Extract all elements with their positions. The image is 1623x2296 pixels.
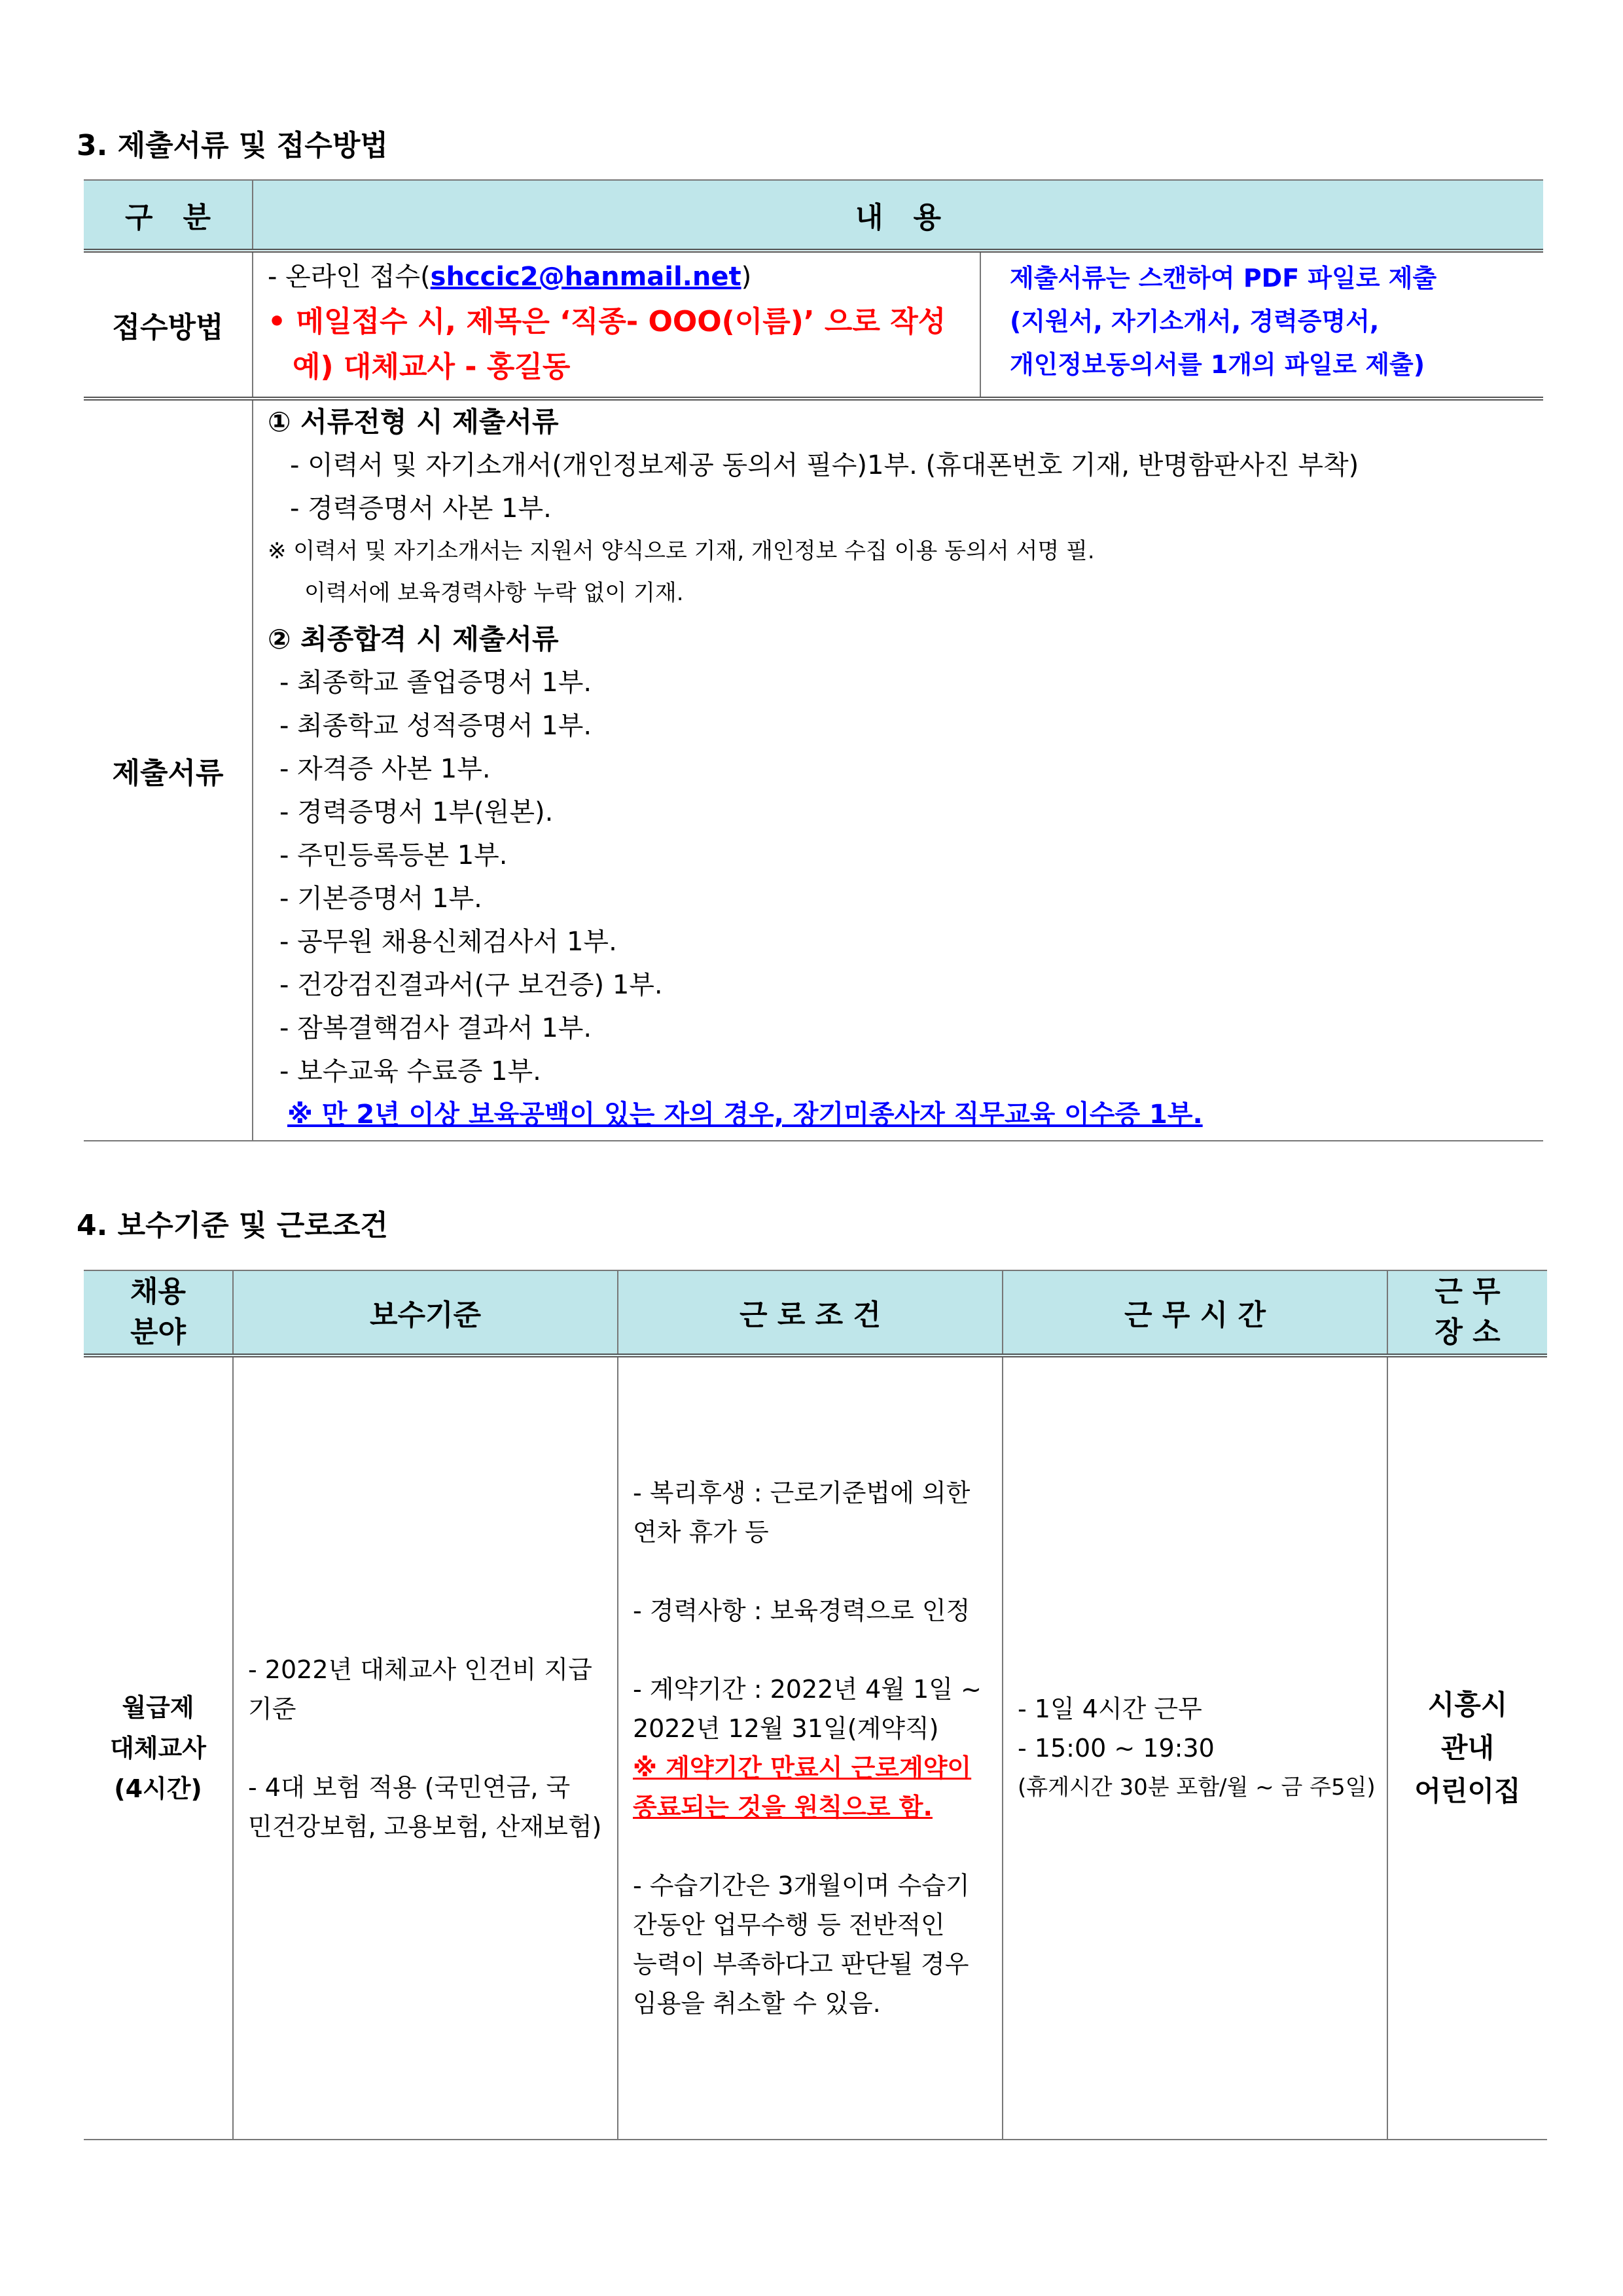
stage2-item: - 경력증명서 1부(원본). [279,797,554,827]
stage2-title: ② 최종합격 시 제출서류 [268,623,559,655]
method-note-line2: (지원서, 자기소개서, 경력증명서, [1010,307,1380,336]
stage2-item: - 보수교육 수료증 1부. [279,1056,541,1086]
header-hours: 근 무 시 간 [1003,1270,1387,1355]
conditions-cell: - 복리후생 : 근로기준법에 의한 연차 휴가 등 - 경력사항 : 보육경력으로 인정 - 계약기간 : 2022년 4월 1일 ~ 2022년 12월 31일(계약직) ※ 계약기간 만료시 근로계약이 종료되는 것을 원칙으로 함. - 수습기간은 3개월이며 수습기 간동안 업무수행 등 전반적인 능력이 부족하다고 판단될 경우 임용을 취소할 수 있음. [618,1355,1003,2140]
section3-title: 3. 제출서류 및 접수방법 [77,129,388,162]
method-note-line3: 개인정보동의서를 1개의 파일로 제출) [1010,350,1425,379]
stage2-item: - 주민등록등본 1부. [279,840,508,870]
online-suffix: ) [741,262,752,292]
stage2-item: - 건강검진결과서(구 보건증) 1부. [279,970,663,1000]
place-cell: 시흥시 관내 어린이집 [1387,1355,1547,2140]
stage2-item: - 공무원 채용신체검사서 1부. [279,927,617,957]
stage2-item: - 자격증 사본 1부. [279,754,491,784]
stage1-item: - 경력증명서 사본 1부. [290,493,552,524]
hours-cell: - 1일 4시간 근무 - 15:00 ~ 19:30 (휴게시간 30분 포함/월 ~ 금 주5일) [1003,1355,1387,2140]
section4-title: 4. 보수기준 및 근로조건 [77,1209,388,1242]
stage1-item: - 이력서 및 자기소개서(개인정보제공 동의서 필수)1부. (휴대폰번호 기재, 반명함판사진 부착) [290,450,1359,480]
email-subject-rule: 메일접수 시, 제목은 ‘직종- OOO(이름)’ 으로 작성 [296,305,946,338]
online-prefix: - 온라인 접수( [268,262,431,292]
stage2-item: - 최종학교 졸업증명서 1부. [279,668,592,698]
method-note [980,251,1543,399]
stage1-note-line1: ※ 이력서 및 자기소개서는 지원서 양식으로 기재, 개인정보 수집 이용 동의서 서명 필. [268,538,1095,564]
header-content: 내 용 [253,180,1543,251]
documents-label: 제출서류 [112,757,224,790]
pay-cell: - 2022년 대체교사 인건비 지급 기준 - 4대 보험 적용 (국민연금, 국 민건강보험, 고용보험, 산재보험) [233,1355,618,2140]
stage2-item: - 잠복결핵검사 결과서 1부. [279,1013,592,1043]
method-label: 접수방법 [112,311,224,344]
stage2-item: - 기본증명서 1부. [279,884,482,914]
documents-content [253,399,1543,1141]
stage2-item: - 최종학교 성적증명서 1부. [279,711,592,741]
header-category: 구 분 [84,180,253,251]
header-place: 근 무 장 소 [1387,1270,1547,1355]
method-content [253,251,980,399]
stage1-title: ① 서류전형 시 제출서류 [268,406,559,438]
header-conditions: 근 로 조 건 [618,1270,1003,1355]
header-field: 채용 분야 [84,1270,233,1355]
stage2-note: ※ 만 2년 이상 보육공백이 있는 자의 경우, 장기미종사자 직무교육 이수증 1부. [287,1100,1203,1130]
bullet-icon: • [268,305,287,338]
stage1-note-line2: 이력서에 보육경력사항 누락 없이 기재. [304,580,684,606]
field-cell: 월급제 대체교사 (4시간) [110,1693,206,1803]
pay-conditions-table [84,1270,1547,2140]
email-link[interactable]: shccic2@hanmail.net [430,262,741,292]
submission-table [84,179,1543,1141]
header-pay: 보수기준 [233,1270,618,1355]
method-note-line1: 제출서류는 스캔하여 PDF 파일로 제출 [1010,264,1437,293]
email-subject-example: 예) 대체교사 - 홍길동 [293,350,571,384]
